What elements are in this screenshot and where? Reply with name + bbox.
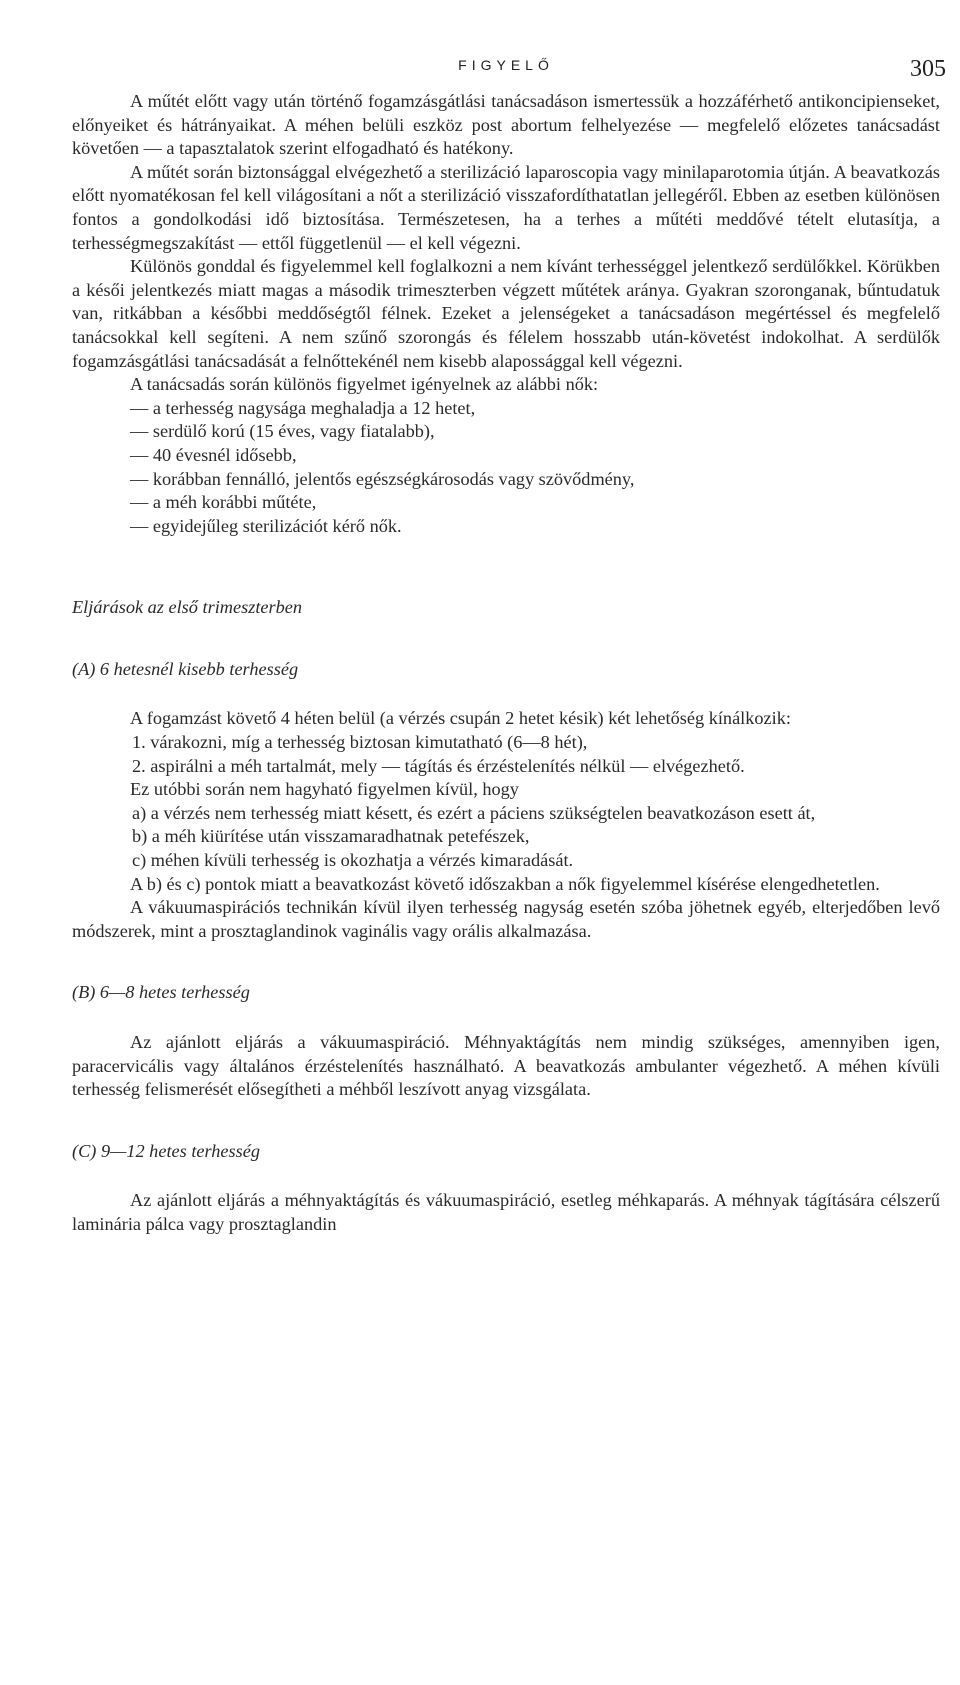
list-item: — a méh korábbi műtéte, — [130, 492, 317, 513]
paragraph-c: Az ajánlott eljárás a méhnyaktágítás és vákuumaspiráció, esetleg méhkaparás. A méhnyak tágítására célszerű laminária pálca vagy prosztaglandin — [72, 1190, 940, 1234]
section-title: Eljárások az első trimeszterben — [72, 597, 303, 618]
paragraph-sterilization: A műtét során biztonsággal elvégezhető a sterilizáció laparoscopia vagy minilaparotomia útján. A beavatkozás előtt nyomatékosan fel kell világosítani a nőt a sterilizáció visszafordíthatatlan jellegéről. Ebben az esetben különösen fontos a gondolkodási idő biztosítása. Természetesen, ha a terhes a műtéti meddővé tételt elutasítja, a terhességmegszakítást — ettől függetlenül — el kell végezni. — [72, 161, 940, 253]
paragraph-a-followup: A b) és c) pontok miatt a beavatkozást követő időszakban a nők figyelemmel kísérése elengedhetetlen. — [130, 873, 880, 894]
list-item: — 40 évesnél idősebb, — [130, 444, 297, 465]
numbered-item: 2. aspirálni a méh tartalmát, mely — tágítás és érzéstelenítés nélkül — elvégezhető. — [132, 755, 745, 776]
paragraph-contraception-counseling: A műtét előtt vagy után történő fogamzásgátlási tanácsadáson ismertessük a hozzáférhető antikoncipienseket, előnyeiket és hátrányaikat. A méhen belüli eszköz post abortum felhelyezése — megfelelő előzetes tanácsadást követően — a tapasztalatok szerint elfogadható és hatékony. — [72, 91, 940, 159]
subsection-title-c: (C) 9—12 hetes terhesség — [72, 1140, 261, 1161]
paragraph-a-note: Ez utóbbi során nem hagyható figyelmen kívül, hogy — [130, 779, 519, 800]
list-item: — serdülő korú (15 éves, vagy fiatalabb), — [130, 421, 435, 442]
paragraph-b: Az ajánlott eljárás a vákuumaspiráció. Méhnyaktágítás nem mindig szükséges, amennyiben igen, paracervicális vagy általános érzéstelenítés használható. A beavatkozás ambulanter végezhető. A méhen kívüli terhesség felismerését elősegítheti a méhből leszívott anyag vizsgálata. — [72, 1032, 940, 1100]
paragraph-adolescents: Különös gonddal és figyelemmel kell foglalkozni a nem kívánt terhességgel jelentkező serdülőkkel. Körükben a késői jelentkezés miatt magas a második trimeszterben végzett műtétek aránya. Gyakran szoronganak, bűntudatuk van, ritkábban a későbbi meddőségtől félnek. Ezeket a jelenségeket a tanácsadáson megértéssel és megfelelő tanácsokkal kell segíteni. A nem szűnő szorongás és félelem hosszabb után-követést indokolhat. A serdülők fogamzásgátlási tanácsadását a felnőttekénél nem kisebb alapossággal kell végezni. — [72, 256, 940, 371]
dash-list — [72, 397, 940, 539]
numbered-item: 1. várakozni, míg a terhesség biztosan kimutatható (6—8 hét), — [132, 732, 588, 753]
lettered-item: b) a méh kiürítése után visszamaradhatnak petefészek, — [132, 826, 530, 847]
paragraph-a-methods: A vákuumaspirációs technikán kívül ilyen terhesség nagyság esetén szóba jöhetnek egyéb, elterjedőben levő módszerek, mint a prosztaglandinok vaginális vagy orális alkalmazása. — [72, 897, 940, 941]
document-page — [72, 40, 946, 1237]
subsection-title-a: (A) 6 hetesnél kisebb terhesség — [72, 658, 299, 679]
page-header — [72, 40, 946, 90]
lettered-item: c) méhen kívüli terhesség is okozhatja a vérzés kimaradását. — [132, 850, 574, 871]
paragraph-special-attention: A tanácsadás során különös figyelmet igényelnek az alábbi nők: — [130, 374, 599, 395]
list-item: — egyidejűleg sterilizációt kérő nők. — [130, 515, 402, 536]
subsection-title-b: (B) 6—8 hetes terhesség — [72, 982, 250, 1003]
lettered-item: a) a vérzés nem terhesség miatt késett, és ezért a páciens szükségtelen beavatkozáson esett át, — [132, 802, 816, 823]
list-item: — a terhesség nagysága meghaladja a 12 hetet, — [130, 397, 476, 418]
page-number: 305 — [910, 56, 946, 82]
running-head: FIGYELŐ — [458, 57, 554, 73]
list-item: — korábban fennálló, jelentős egészségkárosodás vagy szövődmény, — [130, 468, 635, 489]
paragraph-a-intro: A fogamzást követő 4 héten belül (a vérzés csupán 2 hetet késik) két lehetőség kínálkozik: — [130, 708, 791, 729]
